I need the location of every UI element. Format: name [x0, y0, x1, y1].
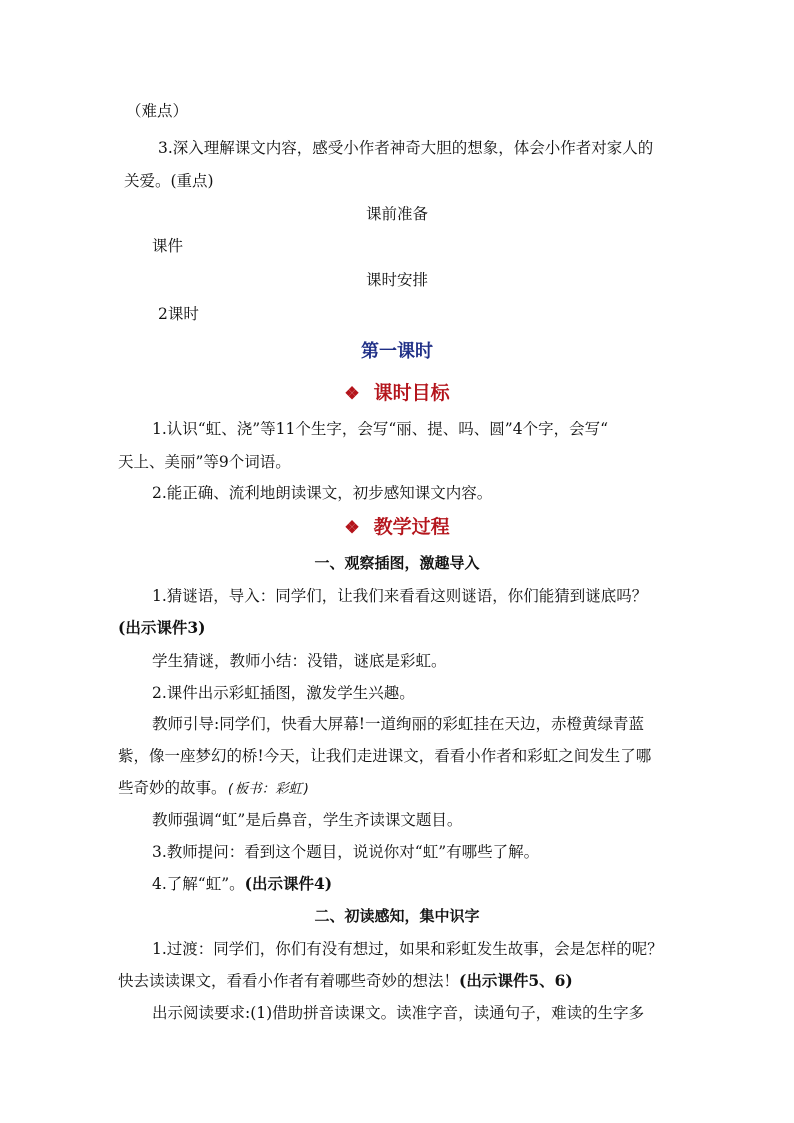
section-2-heading: 二、初读感知，集中识字	[314, 907, 480, 925]
guide-line-3-text: 些奇妙的故事。	[118, 779, 227, 797]
step-2: 2.课件出示彩虹插图，激发学生兴趣。	[152, 684, 415, 702]
teaching-process-heading	[0, 517, 794, 538]
goal-2: 2.能正确、流利地朗读课文，初步感知课文内容。	[152, 484, 493, 502]
step-4-courseware-note: (出示课件4)	[244, 874, 333, 893]
guide-line-2: 紫，像一座梦幻的桥!今天，让我们走进课文，看看小作者和彩虹之间发生了哪	[118, 747, 652, 765]
step-4	[152, 874, 332, 894]
blackboard-note: (板书：彩虹)	[226, 781, 311, 797]
step-1-courseware-note: (出示课件3)	[118, 618, 206, 637]
prep-content: 课件	[152, 237, 184, 255]
lesson-one-heading: 第一课时	[361, 341, 433, 362]
step-1-summary: 学生猜谜，教师小结：没错，谜底是彩虹。	[152, 652, 447, 670]
goal-1-line-2: 天上、美丽”等9个词语。	[118, 453, 291, 471]
teaching-process-title: 教学过程	[373, 516, 450, 538]
goal-1-line-1: 1.认识“虹、浇”等11个生字，会写“丽、提、吗、圆”4个字，会写“	[152, 420, 608, 438]
diamond-bullet-icon: ❖	[344, 384, 360, 404]
guide-line-1: 教师引导:同学们，快看大屏幕!一道绚丽的彩虹挂在天边，赤橙黄绿青蓝	[152, 715, 644, 733]
reading-requirements: 出示阅读要求:(1)借助拼音读课文。读准字音，读通句子，难读的生字多	[152, 1004, 645, 1022]
step-1-line-1: 1.猜谜语，导入：同学们，让我们来看看这则谜语，你们能猜到谜底吗？	[152, 587, 648, 605]
pronunciation-note: 教师强调“虹”是后鼻音，学生齐读课文题目。	[152, 811, 463, 829]
schedule-heading: 课时安排	[365, 271, 428, 289]
prep-heading: 课前准备	[365, 205, 428, 223]
section-1-heading: 一、观察插图，激趣导入	[314, 554, 480, 572]
schedule-content: 2课时	[158, 305, 199, 323]
transition-courseware-note: (出示课件5、6)	[459, 971, 573, 990]
diamond-bullet-icon: ❖	[344, 518, 360, 538]
step-4-text: 4.了解“虹”。	[152, 875, 245, 893]
objective-3-line-2: 关爱。(重点)	[124, 172, 214, 190]
lesson-goals-title: 课时目标	[373, 382, 450, 404]
lesson-goals-heading	[0, 383, 794, 404]
transition-line-2-text: 快去读读课文，看看小作者有着哪些奇妙的想法！	[118, 972, 460, 990]
transition-line-1: 1.过渡：同学们，你们有没有想过，如果和彩虹发生故事，会是怎样的呢？	[152, 940, 663, 958]
objective-3-line-1: 3.深入理解课文内容，感受小作者神奇大胆的想象，体会小作者对家人的	[158, 139, 654, 157]
difficulty-note: （难点）	[126, 102, 189, 120]
transition-line-2	[118, 971, 573, 991]
guide-line-3	[118, 778, 310, 799]
step-3: 3.教师提问：看到这个题目，说说你对“虹”有哪些了解。	[152, 843, 540, 861]
